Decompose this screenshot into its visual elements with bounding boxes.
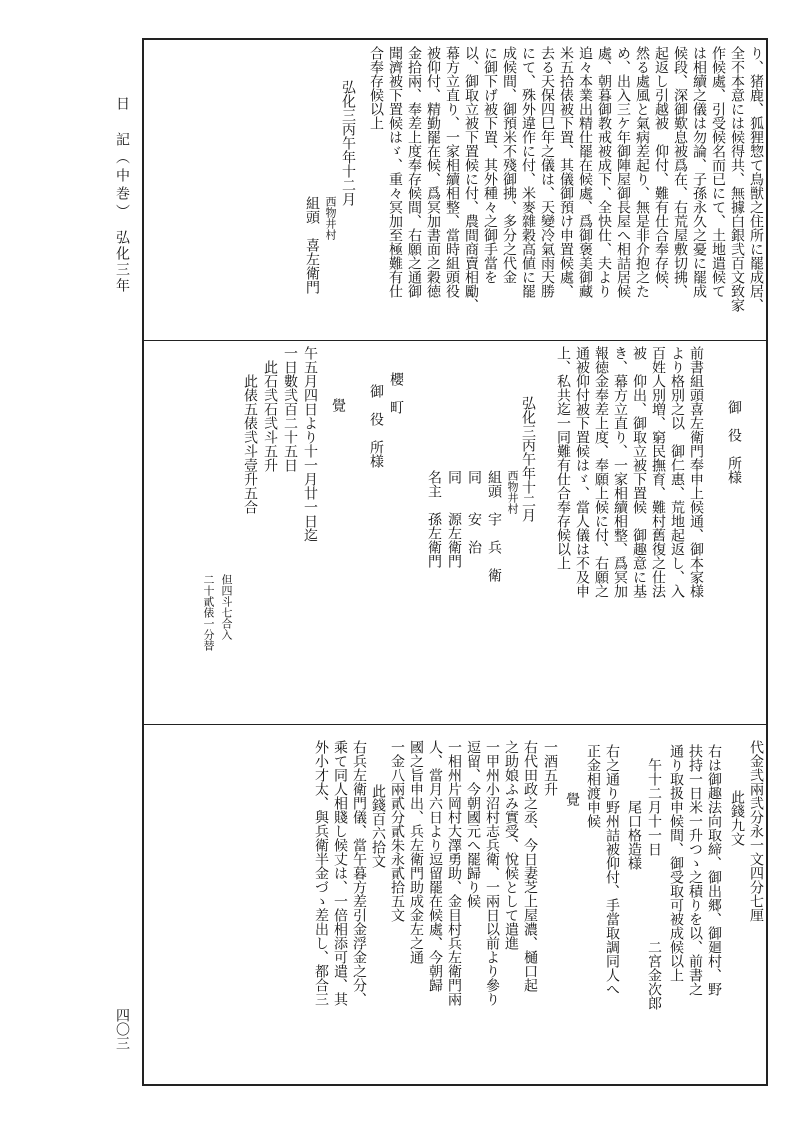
text-line: より格別之以 御仁惠、荒地起返し、入 xyxy=(669,346,685,598)
memo-line: 一相州片岡村大澤勇助、金目村兵左衛門兩 xyxy=(446,740,462,1006)
text-line: 作候處、引受候名而已にて、土地遣候て xyxy=(710,46,726,298)
text-line: 報徳金奉差上度、奉願上候に付、右願之 xyxy=(593,346,609,598)
text-line: 正金相渡申候 xyxy=(585,744,601,828)
text-line: 成候間、御預米不殘御拂、多分之代金 xyxy=(501,46,517,284)
village-name: 西物井村 xyxy=(506,470,519,514)
text-line: 百姓人別増、窮民撫育、難村舊復之仕法 xyxy=(650,346,666,598)
page-number: 四〇三 xyxy=(114,1008,130,1050)
addressee: 御 役 所様 xyxy=(726,400,742,484)
text-line: は相續之儀は勿論、子孫永久之憂に罷成 xyxy=(691,46,707,298)
signer: 同 安 治 xyxy=(466,470,482,554)
text-line: 以、御取立被下置候に付、農間商賣相勵、 xyxy=(463,46,479,312)
text-line: 全不本意には候得共、無據白銀弐百文致家 xyxy=(729,46,745,312)
memo-line: 一日數弐百二十五日 xyxy=(282,346,298,472)
text-line: 扶持一日米一升つゝ之積りを以、前書之 xyxy=(687,744,703,996)
addressee-town: 櫻 町 xyxy=(388,372,404,414)
text-line: き、幕方立直り、一家相續相整、爲冥加 xyxy=(612,346,628,598)
signer: 同 源左衛門 xyxy=(446,470,462,568)
running-head-era: 弘化三年 xyxy=(114,230,130,294)
date: 弘化三丙午年十二月 xyxy=(520,396,536,522)
date: 午十二月十一日 xyxy=(646,758,662,856)
signer: 名主 孫左衛門 xyxy=(426,470,442,568)
frame-top-rule xyxy=(142,38,768,40)
text-line: 前書組頭喜左衛門奉申上候通、御本家様 xyxy=(688,346,704,598)
section-divider-2 xyxy=(142,724,768,725)
memo-note: 二十貳俵一分替 xyxy=(202,574,215,651)
text-line: 被仰付、精勤罷在候、爲冥加書面之穀徳 xyxy=(425,46,441,298)
amount-subheading: 此錢九文 xyxy=(729,790,745,846)
amount-heading: 代金弐兩弐分永一文四分七厘 xyxy=(748,740,764,922)
addressee: 尾口格造様 xyxy=(626,800,642,870)
memo-note: 但四斗七合入 xyxy=(220,574,233,640)
memo-line: 一甲州小沼村志兵衛、一兩日以前より參り xyxy=(484,740,500,1006)
text-line: 合奉存候以上 xyxy=(368,46,384,130)
frame-left-rule xyxy=(142,38,144,1086)
text-line: 右之通り野州詰被仰付、手當取調同人へ xyxy=(604,744,620,996)
frame-right-rule xyxy=(766,38,768,1086)
text-line: 金拾兩、奉差上度奉存候間、右願之通御 xyxy=(406,46,422,298)
memo-line: 外小才太、與兵衛半金づゝ差出し、都合三 xyxy=(313,740,329,1006)
memo-line: 之助娘ふみ實受、悅候として遣進 xyxy=(503,740,519,950)
text-line: り、猪鹿、狐狸惣て鳥獣之住所に罷成居、 xyxy=(748,46,764,312)
addressee: 御 役 所様 xyxy=(368,384,384,468)
text-line: 追々本業出精仕罷在候處、爲御褒美御藏 xyxy=(577,46,593,298)
text-line: 起返し引越被 仰付、難有仕合奉存候、 xyxy=(653,46,669,298)
text-line: 幕方立直り、一家相續相整、當時組頭役 xyxy=(444,46,460,298)
text-line: 去る天保四巳年之儀は、天變冷氣雨天勝 xyxy=(539,46,555,298)
text-line: 通り取扱申候間、御受取可被成候以上 xyxy=(668,744,684,982)
memo-line: 右代田政之丞、今日妻芝上屋濃、樋口起 xyxy=(522,740,538,992)
text-line: 通被仰付被下置候はゞ、當人儀は不及申 xyxy=(574,346,590,598)
memo-line: 乘て同人相賤し候丈は、一倍相添可遣、其 xyxy=(332,740,348,1006)
signer: 組頭 喜左衛門 xyxy=(304,196,320,294)
text-line: に御下げ被下置、其外種々之御手當を xyxy=(482,46,498,284)
text-line: 然る處風と氣病差起り、無是非介抱之た xyxy=(634,46,650,298)
signer: 組頭 宇 兵 衛 xyxy=(486,470,502,582)
village-name: 西物井村 xyxy=(324,196,337,240)
memo-heading: 覺 xyxy=(330,398,346,412)
memo-line: 此石弐石弐斗五升 xyxy=(262,360,278,472)
memo-line: 一金八兩貳分貳朱永貳拾五文 xyxy=(389,740,405,922)
memo-line: 此錢百六拾文 xyxy=(370,784,386,868)
running-head-title: 日 記（中巻） xyxy=(114,96,130,222)
section-divider-1 xyxy=(142,340,768,341)
text-line: 聞濟被下置候はゞ、重々冥加至極難有仕 xyxy=(387,46,403,298)
memo-line: 逗留、今朝國元へ罷歸り候 xyxy=(465,740,481,908)
text-line: 候段、深御歎息被爲在、右荒屋敷切拂、 xyxy=(672,46,688,298)
text-line: め、出入三ケ年御陣屋御長屋へ相詰居候 xyxy=(615,46,631,298)
signer: 二宮金次郎 xyxy=(646,940,662,1010)
memo-line: 一酒五升 xyxy=(542,740,558,796)
memo-line: 右兵左衛門儀、當午暮方差引金浮金之分、 xyxy=(351,740,367,1006)
text-line: 被 仰出、御取立被下置候 御趣意に基 xyxy=(631,346,647,598)
memo-line: 國之旨申出、兵左衛門助成金左之通 xyxy=(408,740,424,964)
frame-bottom-rule xyxy=(142,1084,768,1086)
text-line: 處、朝暮御教戒被成下、全快仕、夫より xyxy=(596,46,612,298)
text-line: 上、私共迄一同難有仕合奉存候以上 xyxy=(555,346,571,570)
text-line: 米五拾俵被下置、其儀御預け申置候處、 xyxy=(558,46,574,298)
memo-line: 此俵五俵弐斗壹升五合 xyxy=(242,374,258,514)
memo-heading: 覺 xyxy=(564,792,580,806)
memo-line: 人、當月六日より逗留罷在候處、今朝歸 xyxy=(427,740,443,992)
text-line: 右は御趣法向取締、御出郷、御廻村、野 xyxy=(706,744,722,996)
memo-line: 午五月四日より十一月廿一日迄 xyxy=(302,346,318,542)
text-line: にて、殊外違作に付、米麥雜穀高値に罷 xyxy=(520,46,536,298)
date: 弘化三丙午年十二月 xyxy=(340,80,356,206)
